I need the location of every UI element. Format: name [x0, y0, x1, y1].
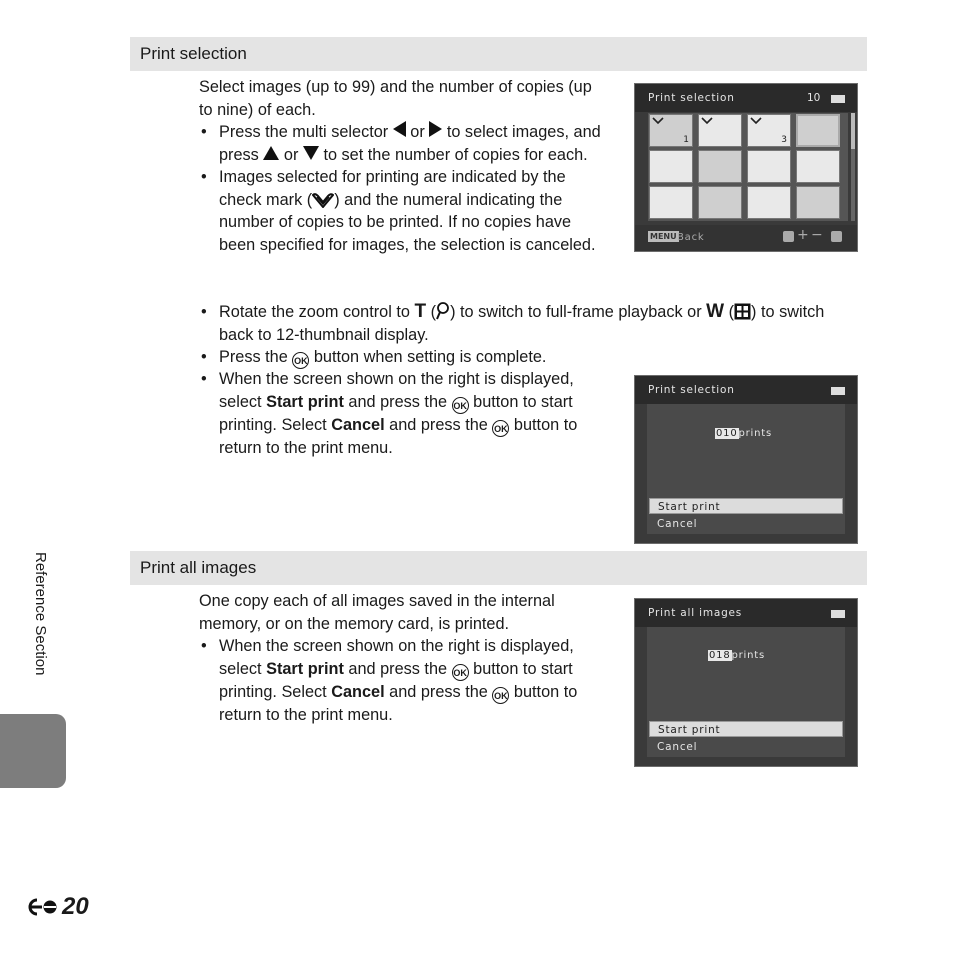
screen-panel [647, 404, 845, 534]
copies-unit: prints [731, 650, 766, 661]
plus-label: + [797, 227, 809, 243]
bullet-press-ok [199, 346, 849, 369]
ok-button-icon: OK [492, 420, 509, 437]
check-mark-icon [750, 116, 762, 125]
bullet-multi-selector [199, 121, 609, 166]
thumbnail-grid [648, 113, 848, 221]
thumbnail-grid-icon [734, 303, 751, 320]
start-print-option[interactable]: Start print [649, 498, 843, 514]
menu-button-icon: MENU [650, 232, 677, 241]
page-number [28, 893, 89, 921]
text: Press the multi selector [219, 123, 389, 141]
text: Rotate the zoom control to [219, 303, 410, 321]
thumbnail [698, 114, 742, 147]
cancel-term: Cancel [331, 415, 385, 434]
start-print-option[interactable]: Start print [649, 721, 843, 737]
section1-text [199, 76, 609, 256]
copies-readout [708, 650, 765, 661]
bullet-zoom-control: • Rotate the zoom control to T ( ) to switch to full-frame playback or W ( ) to switch back to 12-thumbnail display. [199, 301, 849, 346]
up-arrow-icon [263, 146, 279, 160]
cancel-option[interactable]: Cancel [657, 741, 698, 753]
bullet-start-print [199, 635, 609, 726]
copy-count: 1 [683, 135, 689, 145]
text: ) and the numeral indicating the number of copies to be printed. If no copies have been specified for images, the selection is canceled. [219, 190, 596, 254]
ok-button-icon: OK [492, 687, 509, 704]
text: When the screen shown on the right is displayed, select [219, 370, 574, 411]
thumbnail [796, 150, 840, 183]
thumbnail [796, 114, 840, 147]
text: to set the number of copies for each. [323, 145, 588, 164]
minus-label: − [811, 227, 823, 243]
screen-footer [635, 225, 857, 251]
thumbnail [698, 186, 742, 219]
start-print-term: Start print [266, 392, 344, 411]
text: to select images, and press [219, 123, 601, 164]
check-mark-icon [652, 116, 664, 125]
copies-value: 010 [716, 428, 738, 439]
text: and press the [389, 415, 488, 434]
copies-value: 018 [709, 650, 731, 661]
section1-text-lower [199, 368, 609, 459]
zoom-icon [831, 231, 842, 242]
section1-bullets-a [199, 121, 609, 256]
section-title: Print selection [140, 44, 247, 63]
section1-intro: Select images (up to 99) and the number of copies (up to nine) of each. [199, 78, 592, 119]
text: Press the [219, 348, 288, 366]
reference-e-icon [28, 897, 60, 917]
camera-screen-print-all-images [634, 598, 858, 767]
text: button to return to the print menu. [219, 415, 578, 457]
screen-title: Print selection [648, 384, 735, 396]
battery-icon [831, 610, 845, 618]
camera-screen-print-selection-thumbnails [634, 83, 858, 252]
thumbnail [649, 114, 693, 147]
section1-bullets-b [199, 301, 849, 369]
section2-bullets [199, 635, 609, 726]
page-number-value: 20 [62, 893, 89, 920]
check-mark-icon [701, 116, 713, 125]
camera-screen-print-selection-confirm [634, 375, 858, 544]
screen-panel [647, 627, 845, 757]
screen-header [635, 84, 857, 112]
scrollbar [851, 113, 855, 221]
back-label: Back [677, 232, 705, 243]
thumbnail [747, 150, 791, 183]
text: button to return to the print menu. [219, 682, 578, 724]
thumbnail [698, 150, 742, 183]
thumbnail [796, 186, 840, 219]
screen-title: Print all images [648, 607, 743, 619]
battery-icon [831, 387, 845, 395]
text: button to start printing. Select [219, 659, 573, 701]
side-label-text: Reference Section [32, 552, 49, 676]
text: or [283, 145, 299, 164]
battery-icon [831, 95, 845, 103]
left-arrow-icon [393, 121, 406, 137]
check-mark-icon [312, 192, 334, 208]
text: and press the [348, 392, 448, 411]
section-title: Print all images [140, 558, 257, 577]
screen-title: Print selection [648, 92, 735, 104]
start-print-term: Start print [266, 659, 344, 678]
section-header-print-selection [130, 37, 867, 71]
section-header-print-all-images [130, 551, 867, 585]
section2-intro: One copy each of all images saved in the internal memory, or on the memory card, is printed. [199, 592, 555, 633]
bullet-check-mark [199, 166, 609, 256]
section1-text-wide [199, 301, 849, 369]
text: to switch back to 12-thumbnail display. [219, 303, 825, 344]
thumbnail [747, 186, 791, 219]
copies-unit: prints [738, 428, 773, 439]
text: button when setting is complete. [313, 348, 547, 366]
text: button to start printing. Select [219, 392, 573, 434]
text: When the screen shown on the right is displayed, select [219, 637, 574, 678]
side-section-label [29, 552, 49, 702]
text: Images selected for printing are indicated by the check mark ( [219, 168, 566, 209]
text: to switch to full-frame playback or [460, 303, 702, 321]
magnifier-icon [436, 302, 450, 320]
right-arrow-icon [429, 121, 442, 137]
zoom-wide-symbol: W [706, 301, 725, 322]
ok-button-icon: OK [452, 397, 469, 414]
selected-count: 10 [807, 92, 821, 104]
copy-count: 3 [781, 135, 787, 145]
thumbnail [649, 186, 693, 219]
ok-button-icon: OK [452, 664, 469, 681]
screen-header [635, 376, 857, 404]
cancel-term: Cancel [331, 682, 385, 701]
text: and press the [348, 659, 448, 678]
thumbnail [649, 150, 693, 183]
section1-bullets-c [199, 368, 609, 459]
zoom-tele-symbol: T [414, 301, 427, 322]
thumbnail [747, 114, 791, 147]
text: or [410, 123, 425, 141]
text: and press the [389, 682, 488, 701]
ok-button-icon: OK [292, 352, 309, 369]
section-tab [0, 714, 66, 788]
up-down-icon [783, 231, 794, 242]
screen-header [635, 599, 857, 627]
bullet-start-print [199, 368, 609, 459]
down-arrow-icon [303, 146, 319, 160]
copies-readout [715, 428, 772, 439]
cancel-option[interactable]: Cancel [657, 518, 698, 530]
section2-text [199, 590, 609, 726]
